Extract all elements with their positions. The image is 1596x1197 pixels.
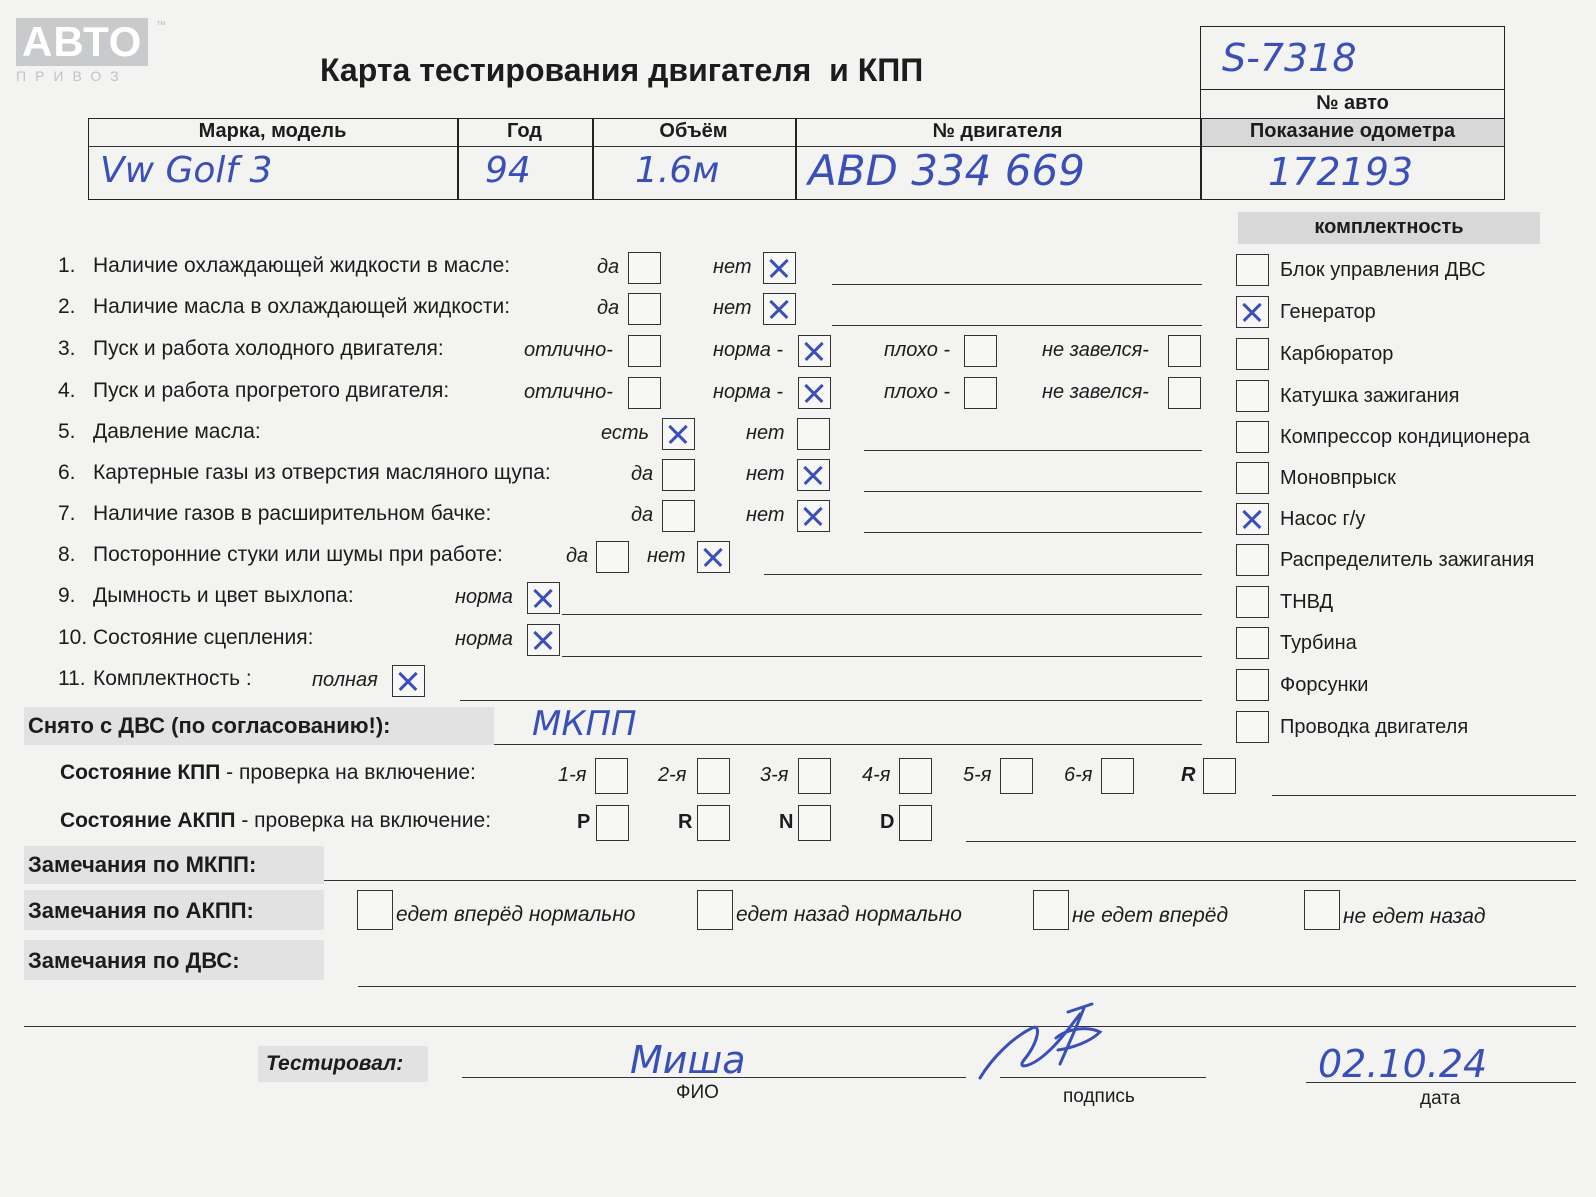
car-number-label: № авто [1316,92,1389,114]
gear-4-box[interactable] [899,758,932,794]
check-5-line [864,450,1202,451]
comp-label-9: ТНВД [1280,591,1334,613]
check-6-text: Картерные газы из отверстия масляного щупа: [93,461,551,484]
gear-6-box[interactable] [1101,758,1134,794]
check-8-num: 8. [58,543,76,566]
gear-3-label: 3-я [760,764,789,786]
akpp-label-rest: - проверка на включение: [235,809,492,832]
check-11-line [460,700,1202,701]
check-2-num: 2. [58,295,76,318]
gear-3-box[interactable] [798,758,831,794]
gear-r-label: R [1181,764,1196,786]
comp-box-7[interactable] [1236,503,1269,535]
check-4-opt-2-box[interactable] [798,377,831,409]
page-title: Карта тестирования двигателя и КПП [320,52,924,88]
check-10-line [562,656,1202,657]
check-10-num: 10. [58,626,88,649]
comp-box-6[interactable] [1236,462,1269,494]
check-7-num: 7. [58,502,76,525]
comp-label-2: Генератор [1280,301,1376,323]
check-3-num: 3. [58,337,76,360]
gear-1-label: 1-я [558,764,587,786]
check-8-opt-1-label: да [566,545,589,567]
tester-name: Миша [630,1038,746,1082]
check-1-opt-1-box[interactable] [628,252,661,284]
volume-value: 1.6м [635,150,720,191]
gear-r-box[interactable] [1203,758,1236,794]
check-9-num: 9. [58,584,76,607]
check-1-line [832,284,1202,285]
mode-p-label: P [577,811,591,833]
logo-tm: ™ [156,20,166,31]
check-1-text: Наличие охлаждающей жидкости в масле: [93,254,511,277]
akpp-opt-1-box[interactable] [357,890,393,930]
check-1-opt-2-box[interactable] [763,252,796,284]
check-6-opt-2-label: нет [746,463,785,485]
check-3-opt-4-label: не завелся- [1042,339,1149,361]
fio-caption: ФИО [676,1082,719,1103]
gear-5-label: 5-я [963,764,992,786]
comp-box-3[interactable] [1236,338,1269,370]
check-6-num: 6. [58,461,76,484]
check-4-text: Пуск и работа прогретого двигателя: [93,379,450,402]
odometer-value: 172193 [1268,150,1414,194]
mode-d-label: D [880,811,895,833]
check-3-opt-1-box[interactable] [628,335,661,367]
gear-1-box[interactable] [595,758,628,794]
check-2-text: Наличие масла в охлаждающей жидкости: [93,295,511,318]
check-2-opt-1-box[interactable] [628,293,661,325]
mode-n-box[interactable] [798,805,831,841]
check-4-opt-4-box[interactable] [1168,377,1201,409]
check-10-text: Состояние сцепления: [93,626,314,649]
kpp-line [1272,795,1576,796]
remarks-mkpp-label: Замечания по МКПП: [28,852,257,877]
check-2-line [832,325,1202,326]
mode-r-box[interactable] [697,805,730,841]
gear-6-label: 6-я [1064,764,1093,786]
akpp-opt-2-label: едет назад нормально [736,903,962,926]
check-5-text: Давление масла: [93,420,261,443]
check-11-opt-1-box[interactable] [392,665,425,697]
comp-box-9[interactable] [1236,586,1269,618]
akpp-opt-4-box[interactable] [1304,890,1340,930]
check-8-line [764,574,1202,575]
car-number-value: S-7318 [1222,36,1357,80]
check-6-opt-1-box[interactable] [662,459,695,491]
remarks-mkpp-line [324,880,1576,881]
check-5-opt-2-box[interactable] [797,418,830,450]
comp-box-1[interactable] [1236,254,1269,286]
check-5-num: 5. [58,420,76,443]
tested-label: Тестировал: [266,1052,404,1075]
check-4-num: 4. [58,379,76,402]
check-3-opt-2-box[interactable] [798,335,831,367]
col-model-header: Марка, модель [198,120,347,142]
check-3-opt-4-box[interactable] [1168,335,1201,367]
comp-label-11: Форсунки [1280,674,1369,696]
check-2-opt-1-label: да [597,297,620,319]
akpp-label-bold: Состояние АКПП [60,809,236,832]
check-8-opt-1-box[interactable] [596,541,629,573]
check-3-opt-1-label: отлично- [524,339,613,361]
check-4-opt-1-box[interactable] [628,377,661,409]
logo-sub: ПРИВОЗ [16,68,128,84]
check-3-opt-2-label: норма - [713,339,784,361]
check-5-opt-1-box[interactable] [662,418,695,450]
check-11-num: 11. [58,667,86,690]
comp-box-8[interactable] [1236,544,1269,576]
comp-box-11[interactable] [1236,669,1269,701]
check-7-opt-1-label: да [631,504,654,526]
col-engine-header: № двигателя [932,120,1063,142]
check-3-opt-3-label: плохо - [884,339,951,361]
mode-d-box[interactable] [899,805,932,841]
check-9-opt-1-box[interactable] [527,582,560,614]
comp-box-10[interactable] [1236,627,1269,659]
mode-r-label: R [678,811,693,833]
date-caption: дата [1420,1088,1461,1109]
check-6-opt-2-box[interactable] [797,459,830,491]
akpp-label [60,809,491,833]
check-5-opt-1-label: есть [601,422,650,444]
check-2-opt-2-label: нет [713,297,752,319]
gear-5-box[interactable] [1000,758,1033,794]
check-4-opt-2-label: норма - [713,381,784,403]
check-2-opt-2-box[interactable] [763,293,796,325]
check-4-opt-1-label: отлично- [524,381,613,403]
comp-label-4: Катушка зажигания [1280,385,1460,407]
date-value: 02.10.24 [1318,1042,1488,1086]
check-10-opt-1-label: норма [455,628,513,650]
mode-n-label: N [779,811,794,833]
engine-value: ABD 334 669 [808,146,1085,195]
akpp-opt-3-box[interactable] [1033,890,1069,930]
comp-box-12[interactable] [1236,711,1269,743]
check-9-line [562,614,1202,615]
completeness-title: комплектность [1314,216,1464,238]
check-8-text: Посторонние стуки или шумы при работе: [93,543,503,566]
remarks-dvs-line [358,986,1576,987]
check-8-opt-2-label: нет [647,545,686,567]
gear-4-label: 4-я [862,764,891,786]
kpp-label-rest: - проверка на включение: [220,761,476,784]
check-7-opt-2-label: нет [746,504,785,526]
logo [16,18,166,84]
comp-label-12: Проводка двигателя [1280,716,1469,738]
kpp-label-bold: Состояние КПП [60,761,221,784]
check-1-opt-2-label: нет [713,256,752,278]
check-4-opt-3-label: плохо - [884,381,951,403]
removed-value: МКПП [532,704,637,744]
check-9-text: Дымность и цвет выхлопа: [93,584,354,607]
comp-label-5: Компрессор кондиционера [1280,426,1530,448]
check-7-opt-1-box[interactable] [662,500,695,532]
check-1-opt-1-label: да [597,256,620,278]
comp-label-8: Распределитель зажигания [1280,549,1535,571]
remarks-akpp-label: Замечания по АКПП: [28,898,254,923]
check-4-opt-3-box[interactable] [964,377,997,409]
gear-2-label: 2-я [658,764,687,786]
gear-2-box[interactable] [697,758,730,794]
akpp-opt-2-box[interactable] [697,890,733,930]
check-3-text: Пуск и работа холодного двигателя: [93,337,444,360]
akpp-opt-1-label: едет вперёд нормально [396,903,636,926]
akpp-opt-4-label: не едет назад [1343,905,1486,928]
signature-caption: подпись [1063,1086,1135,1107]
akpp-line [966,841,1576,842]
check-3-opt-3-box[interactable] [964,335,997,367]
logo-main: АВТО [16,18,148,66]
remarks-dvs-label: Замечания по ДВС: [28,948,240,973]
check-6-line [864,491,1202,492]
comp-label-6: Моновпрыск [1280,467,1396,489]
check-11-opt-1-label: полная [312,669,378,691]
check-1-num: 1. [58,254,76,277]
model-value: Vw Golf 3 [100,150,273,191]
akpp-opt-3-label: не едет вперёд [1072,904,1229,927]
col-odometer-header: Показание одометра [1249,120,1456,142]
check-6-opt-1-label: да [631,463,654,485]
signature-image [972,998,1122,1086]
comp-label-1: Блок управления ДВС [1280,259,1486,281]
col-volume-header: Объём [659,120,728,142]
check-8-opt-2-box[interactable] [697,541,730,573]
comp-label-10: Турбина [1280,632,1357,654]
check-4-opt-4-label: не завелся- [1042,381,1149,403]
check-10-opt-1-box[interactable] [527,624,560,656]
check-5-opt-2-label: нет [746,422,785,444]
comp-box-4[interactable] [1236,380,1269,412]
year-value: 94 [485,150,531,191]
removed-line [494,744,1202,745]
check-7-line [864,532,1202,533]
check-7-opt-2-box[interactable] [797,500,830,532]
comp-box-5[interactable] [1236,421,1269,453]
removed-label: Снято с ДВС (по согласованию!): [28,713,391,738]
check-11-text: Комплектность : [93,667,252,690]
comp-box-2[interactable] [1236,296,1269,328]
comp-label-7: Насос г/у [1280,508,1366,530]
remarks-extra-line [24,1026,1576,1027]
kpp-label [60,761,476,785]
check-9-opt-1-label: норма [455,586,513,608]
check-7-text: Наличие газов в расширительном бачке: [93,502,492,525]
comp-label-3: Карбюратор [1280,343,1394,365]
col-year-header: Год [507,120,542,142]
mode-p-box[interactable] [596,805,629,841]
